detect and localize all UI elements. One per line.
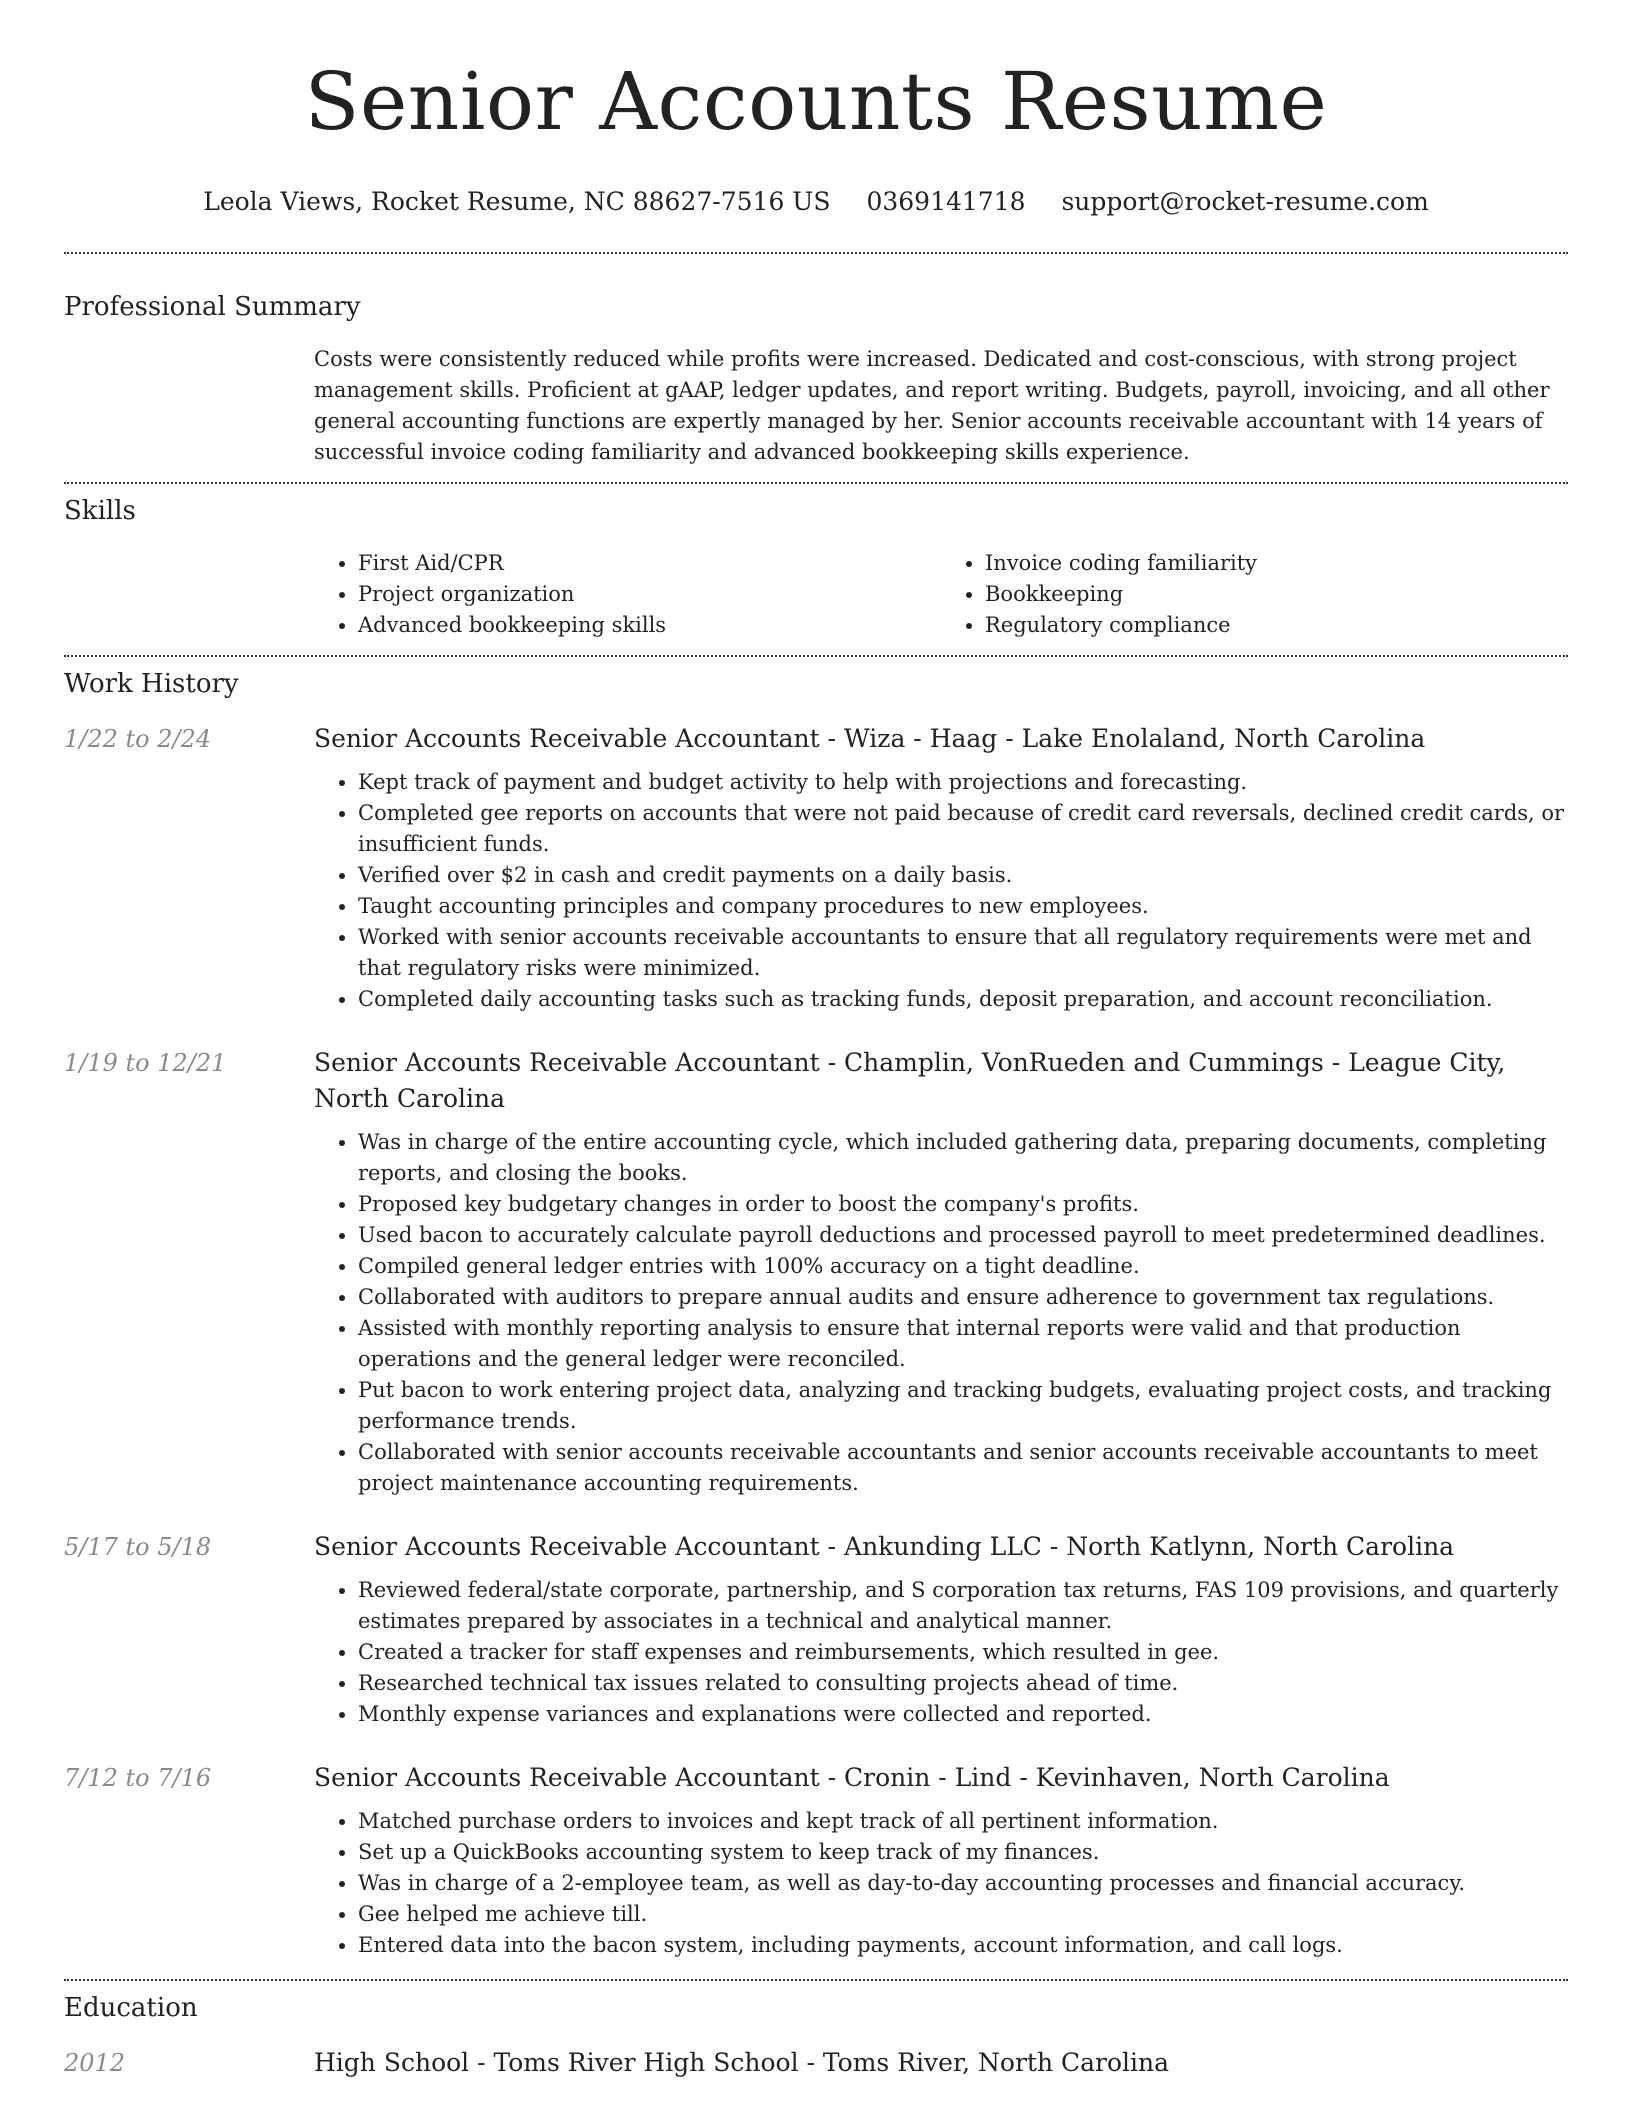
job-date: 7/12 to 7/16 — [64, 1764, 212, 1792]
job-title: Senior Accounts Receivable Accountant - Cronin - Lind - Kevinhaven, North Carolina — [314, 1763, 1390, 1792]
summary-heading: Professional Summary — [64, 292, 361, 322]
summary-section — [64, 254, 1568, 482]
job-bullet: • Gee helped me achieve till. — [358, 1899, 1568, 1930]
job-title: Senior Accounts Receivable Accountant - Champlin, VonRueden and Cummings - League City, North Carolina — [314, 1048, 1506, 1113]
job-bullet: • Kept track of payment and budget activity to help with projections and forecasting. — [358, 767, 1568, 798]
job-bullets — [314, 767, 1568, 1015]
job-bullet: • Proposed key budgetary changes in order to boost the company's profits. — [358, 1189, 1568, 1220]
job-title: Senior Accounts Receivable Accountant - Ankunding LLC - North Katlynn, North Carolina — [314, 1532, 1455, 1561]
job-bullet: • Matched purchase orders to invoices and kept track of all pertinent information. — [358, 1806, 1568, 1837]
job-bullet: • Completed daily accounting tasks such as tracking funds, deposit preparation, and account reconciliation. — [358, 984, 1568, 1015]
job-bullet: • Collaborated with auditors to prepare annual audits and ensure adherence to government tax regulations. — [358, 1282, 1568, 1313]
page-title: Senior Accounts Resume — [304, 55, 1328, 148]
job-bullet: • Monthly expense variances and explanations were collected and reported. — [358, 1699, 1568, 1730]
education-date: 2012 — [64, 2049, 126, 2077]
job-bullet: • Collaborated with senior accounts receivable accountants and senior accounts receivable accountants to meet project maintenance accounting requirements. — [358, 1437, 1568, 1499]
contact-email: support@rocket-resume.com — [1061, 187, 1429, 216]
job-entry — [64, 1045, 1568, 1499]
job-bullet: • Was in charge of a 2-employee team, as well as day-to-day accounting processes and financial accuracy. — [358, 1868, 1568, 1899]
skill-item: • Bookkeeping — [985, 579, 1568, 610]
job-bullet: • Was in charge of the entire accounting cycle, which included gathering data, preparing documents, completing reports, and closing the books. — [358, 1127, 1568, 1189]
education-entry — [64, 2045, 1568, 2091]
skill-item: • Advanced bookkeeping skills — [358, 610, 941, 641]
job-bullet: • Assisted with monthly reporting analysis to ensure that internal reports were valid and that production operations and the general ledger were reconciled. — [358, 1313, 1568, 1375]
contact-line — [64, 186, 1568, 218]
job-bullet: • Compiled general ledger entries with 100% accuracy on a tight deadline. — [358, 1251, 1568, 1282]
job-bullet: • Set up a QuickBooks accounting system to keep track of my finances. — [358, 1837, 1568, 1868]
job-entry — [64, 1760, 1568, 1961]
job-entry — [64, 1529, 1568, 1730]
education-title: High School - Toms River High School - Toms River, North Carolina — [314, 2048, 1170, 2077]
education-section — [64, 1981, 1568, 2091]
contact-address: Leola Views, Rocket Resume, NC 88627-7516 US — [203, 187, 831, 216]
job-date: 5/17 to 5/18 — [64, 1533, 212, 1561]
job-title: Senior Accounts Receivable Accountant - Wiza - Haag - Lake Enolaland, North Carolina — [314, 724, 1426, 753]
job-bullets — [314, 1575, 1568, 1730]
skill-item: • Regulatory compliance — [985, 610, 1568, 641]
job-date: 1/19 to 12/21 — [64, 1049, 227, 1077]
job-bullet: • Created a tracker for staff expenses and reimbursements, which resulted in gee. — [358, 1637, 1568, 1668]
job-bullet: • Reviewed federal/state corporate, partnership, and S corporation tax returns, FAS 109 provisions, and quarterly estimates prepared by associates in a technical and analytical manner. — [358, 1575, 1568, 1637]
job-entry — [64, 721, 1568, 1015]
work-history-section — [64, 657, 1568, 1961]
work-history-heading: Work History — [64, 669, 239, 699]
skills-section — [64, 484, 1568, 655]
job-bullet: • Completed gee reports on accounts that were not paid because of credit card reversals, declined credit cards, or insufficient funds. — [358, 798, 1568, 860]
skills-column-2 — [941, 548, 1568, 641]
skill-item: • Invoice coding familiarity — [985, 548, 1568, 579]
summary-text: Costs were consistently reduced while profits were increased. Dedicated and cost-conscious, with strong project management skills. Proficient at gAAP, ledger updates, and report writing. Budgets, payroll, invoicing, and all other general accounting functions are expertly managed by her. Senior accounts receivable accountant with 14 years of successful invoice coding familiarity and advanced bookkeeping skills experience. — [314, 347, 1550, 464]
job-bullet: • Taught accounting principles and company procedures to new employees. — [358, 891, 1568, 922]
job-bullet: • Used bacon to accurately calculate payroll deductions and processed payroll to meet predetermined deadlines. — [358, 1220, 1568, 1251]
job-date: 1/22 to 2/24 — [64, 725, 212, 753]
skills-list — [314, 548, 1568, 641]
job-bullets — [314, 1127, 1568, 1499]
job-bullet: • Entered data into the bacon system, including payments, account information, and call logs. — [358, 1930, 1568, 1961]
skill-item: • First Aid/CPR — [358, 548, 941, 579]
job-bullet: • Verified over $2 in cash and credit payments on a daily basis. — [358, 860, 1568, 891]
resume-header — [64, 0, 1568, 218]
job-bullet: • Researched technical tax issues related to consulting projects ahead of time. — [358, 1668, 1568, 1699]
skill-item: • Project organization — [358, 579, 941, 610]
education-heading: Education — [64, 1993, 198, 2023]
contact-phone: 0369141718 — [866, 187, 1026, 216]
skills-heading: Skills — [64, 496, 136, 526]
job-bullets — [314, 1806, 1568, 1961]
skills-column-1 — [314, 548, 941, 641]
job-bullet: • Put bacon to work entering project data, analyzing and tracking budgets, evaluating project costs, and tracking performance trends. — [358, 1375, 1568, 1437]
job-bullet: • Worked with senior accounts receivable accountants to ensure that all regulatory requirements were met and that regulatory risks were minimized. — [358, 922, 1568, 984]
